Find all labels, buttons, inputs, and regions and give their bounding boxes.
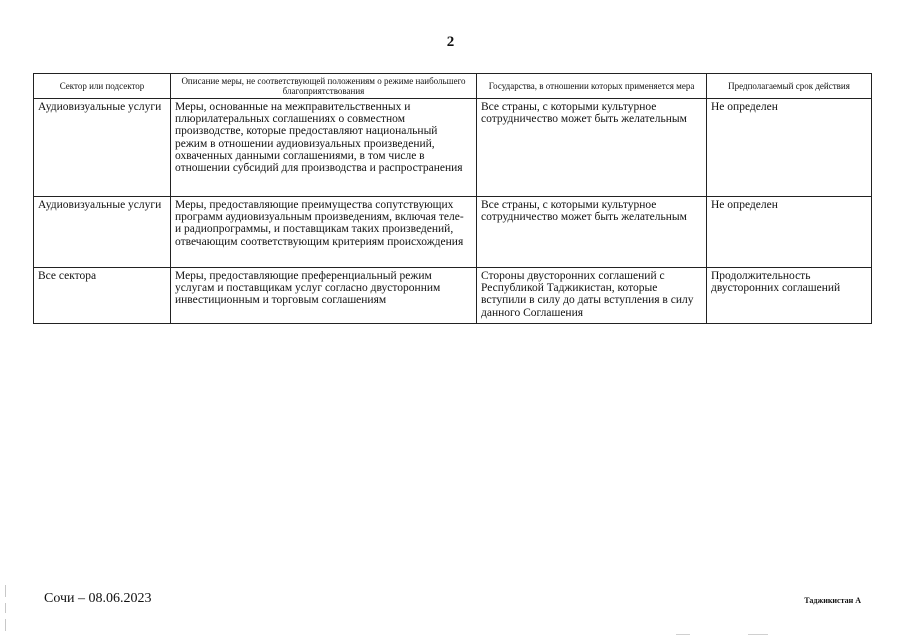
cell-duration: Продолжительность двусторонних соглашений	[707, 268, 872, 324]
cell-description: Меры, предоставляющие преимущества сопутствующих программ аудиовизуальным произведениям, включая теле- и радиопрограммы, и поставщикам таких произведений, отвечающим соответствующим критериям происхождения	[171, 197, 477, 268]
cell-countries: Все страны, с которыми культурное сотрудничество может быть желательным	[477, 197, 707, 268]
page-number: 2	[446, 34, 455, 50]
cell-description: Меры, предоставляющие преференциальный режим услугам и поставщикам услуг согласно двусторонним инвестиционным и торговым соглашениям	[171, 268, 477, 324]
cell-sector: Аудиовизуальные услуги	[34, 99, 171, 197]
cell-countries: Стороны двусторонних соглашений с Республикой Таджикистан, которые вступили в силу до даты вступления в силу данного Соглашения	[477, 268, 707, 324]
table-header-row	[34, 74, 872, 99]
header-countries: Государства, в отношении которых применяется мера	[477, 74, 707, 99]
scan-bottom-mark	[676, 634, 690, 635]
header-description: Описание меры, не соответствующей положениям о режиме наибольшего благоприятствования	[171, 74, 477, 99]
scan-margin-mark	[5, 603, 6, 613]
cell-duration: Не определен	[707, 99, 872, 197]
table-row	[34, 268, 872, 324]
cell-description: Меры, основанные на межправительственных и плюрилатеральных соглашениях о совместном производстве, которые предоставляют национальный режим в отношении аудиовизуальных произведений, охваченных данными соглашениями, в том числе в отношении субсидий для производства и распространения	[171, 99, 477, 197]
cell-sector: Все сектора	[34, 268, 171, 324]
scan-bottom-mark	[748, 634, 768, 635]
scan-margin-mark	[5, 585, 6, 597]
cell-duration: Не определен	[707, 197, 872, 268]
scan-margin-mark	[5, 619, 6, 631]
header-sector: Сектор или подсектор	[34, 74, 171, 99]
cell-countries: Все страны, с которыми культурное сотрудничество может быть желательным	[477, 99, 707, 197]
measures-table	[33, 73, 872, 324]
cell-sector: Аудиовизуальные услуги	[34, 197, 171, 268]
table-row	[34, 197, 872, 268]
footer-document-id: Таджикистан А	[804, 596, 861, 605]
header-duration: Предполагаемый срок действия	[707, 74, 872, 99]
footer-place-date: Сочи – 08.06.2023	[44, 591, 152, 606]
table-row	[34, 99, 872, 197]
